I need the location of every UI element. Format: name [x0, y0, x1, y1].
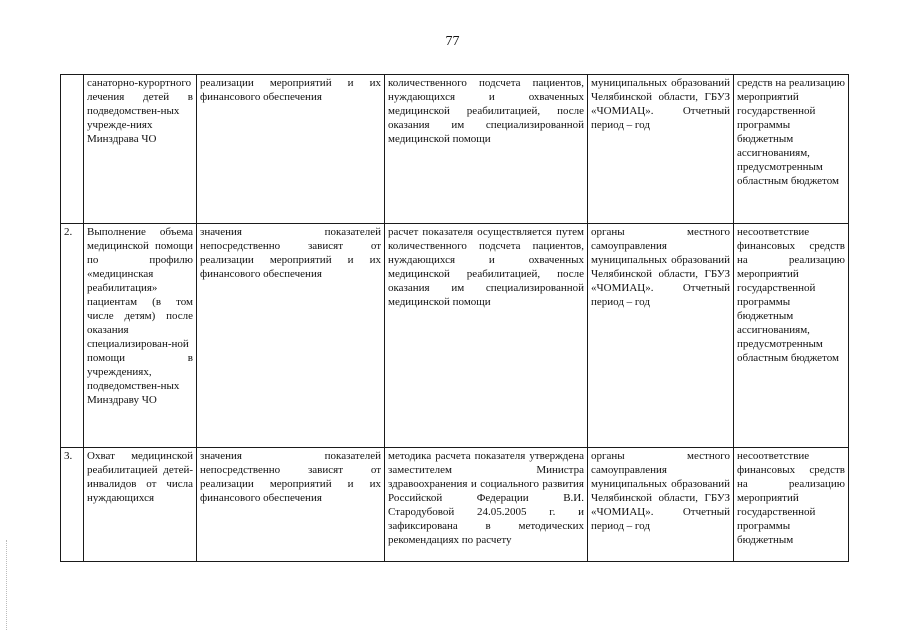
risk-cell: несоответствие финансовых средств на реализацию мероприятий государственной программы бюджетным ассигнованиям, предусмотренным областным бюджетом: [734, 224, 849, 448]
method-cell: количественного подсчета пациентов, нуждающихся и охваченных медицинской реабилитацией, после оказания им специализированной медицинской помощи: [385, 75, 588, 224]
source-cell: органы местного самоуправления муниципальных образований Челябинской области, ГБУЗ «ЧОМИАЦ». Отчетный период – год: [588, 448, 734, 562]
row-number-cell: 3.: [61, 448, 84, 562]
indicator-name-cell: Охват медицинской реабилитацией детей-инвалидов от числа нуждающихся: [84, 448, 197, 562]
dependency-cell: значения показателей непосредственно зависят от реализации мероприятий и их финансового обеспечения: [197, 448, 385, 562]
indicator-name-cell: санаторно-курортного лечения детей в подведомствен-ных учрежде-ниях Минздрава ЧО: [84, 75, 197, 224]
row-number-cell: 2.: [61, 224, 84, 448]
table-row: [61, 75, 849, 224]
row-number-cell: [61, 75, 84, 224]
table-row: [61, 448, 849, 562]
method-cell: методика расчета показателя утверждена заместителем Министра здравоохранения и социального развития Российской Федерации В.И. Стародубовой 24.05.2005 г. и зафиксирована в методических рекомендациях по расчету: [385, 448, 588, 562]
scan-margin-mark: [6, 540, 9, 630]
table-row: [61, 224, 849, 448]
dependency-cell: значения показателей непосредственно зависят от реализации мероприятий и их финансового обеспечения: [197, 224, 385, 448]
source-cell: муниципальных образований Челябинской области, ГБУЗ «ЧОМИАЦ». Отчетный период – год: [588, 75, 734, 224]
source-cell: органы местного самоуправления муниципальных образований Челябинской области, ГБУЗ «ЧОМИАЦ». Отчетный период – год: [588, 224, 734, 448]
method-cell: расчет показателя осуществляется путем количественного подсчета пациентов, нуждающихся и охваченных медицинской реабилитацией, после оказания им специализированной медицинской помощи: [385, 224, 588, 448]
page-number: 77: [445, 34, 460, 49]
dependency-cell: реализации мероприятий и их финансового обеспечения: [197, 75, 385, 224]
indicator-name-cell: Выполнение объема медицинской помощи по профилю «медицинская реабилитация» пациентам (в том числе детям) после оказания специализирован-ной помощи в учреждениях, подведомствен-ных Минздраву ЧО: [84, 224, 197, 448]
risk-cell: средств на реализацию мероприятий государственной программы бюджетным ассигнованиям, предусмотренным областным бюджетом: [734, 75, 849, 224]
indicators-table: [60, 74, 849, 562]
risk-cell: несоответствие финансовых средств на реализацию мероприятий государственной программы бюджетным: [734, 448, 849, 562]
